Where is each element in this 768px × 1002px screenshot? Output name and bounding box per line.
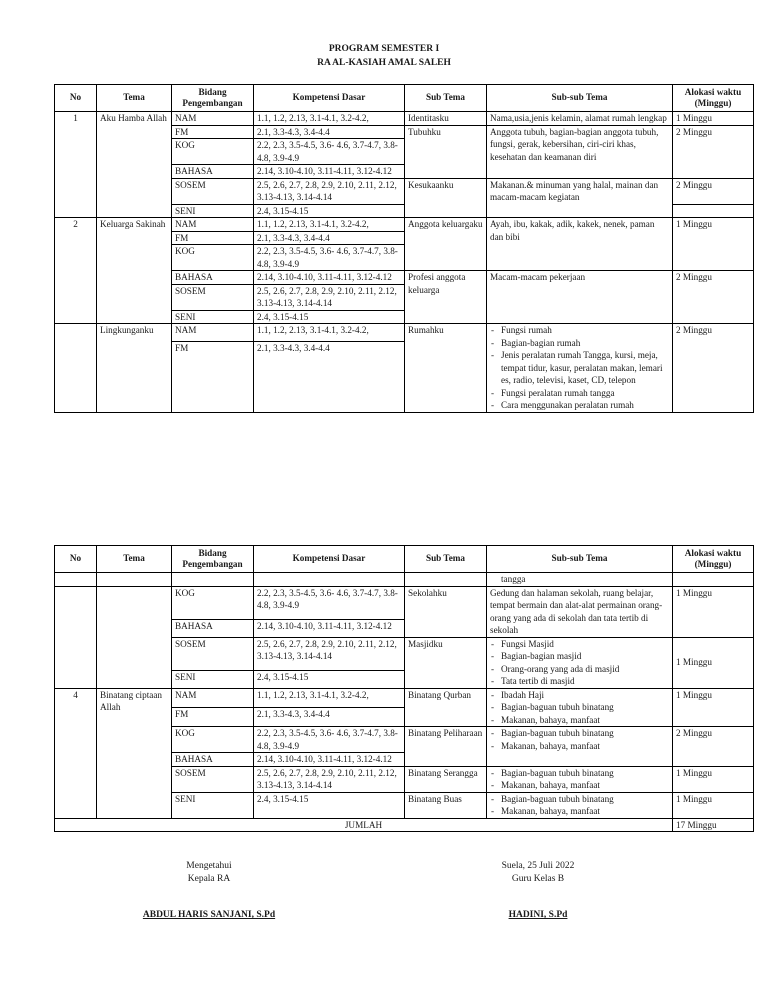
- subsub-cell: Nama,usia,jenis kelamin, alamat rumah lengkap: [487, 112, 673, 126]
- list-item: - Bagian-baguan tubuh binatang: [490, 793, 669, 806]
- bidang-cell: FM: [172, 341, 254, 412]
- kd-cell: 2.1, 3.3-4.3, 3.4-4.4: [254, 231, 405, 245]
- list-item: - Bagian-bagian rumah: [490, 337, 669, 350]
- alokasi-cell: 1 Minggu: [673, 218, 754, 271]
- subtema-cell: Masjidku: [405, 637, 487, 688]
- tema-cell: Keluarga Sakinah: [97, 218, 172, 324]
- program-table-1: [54, 84, 754, 413]
- alokasi-cell: 1 Minggu: [673, 792, 754, 818]
- subsub-list: [490, 727, 669, 752]
- subtema-cell: Binatang Peliharaan: [405, 727, 487, 767]
- header-tema: Tema: [97, 85, 172, 112]
- kd-cell: 2.5, 2.6, 2.7, 2.8, 2.9, 2.10, 2.11, 2.12, 3.13-4.13, 3.14-4.14: [254, 766, 405, 792]
- subsub-cell: Ayah, ibu, kakak, adik, kakek, nenek, paman dan bibi: [487, 218, 673, 271]
- bidang-cell: [172, 573, 254, 587]
- subsub-cell: Macam-macam pekerjaan: [487, 271, 673, 324]
- kd-cell: 1.1, 1.2, 2.13, 3.1-4.1, 3.2-4.2,: [254, 688, 405, 707]
- bidang-cell: SOSEM: [172, 178, 254, 204]
- bidang-cell: FM: [172, 231, 254, 245]
- sign-right-line2: Guru Kelas B: [511, 874, 565, 884]
- header-bidang: Bidang Pengembangan: [172, 546, 254, 573]
- subsub-cell: tangga: [487, 573, 673, 587]
- row-number: 4: [55, 688, 97, 818]
- kd-cell: 1.1, 1.2, 2.13, 3.1-4.1, 3.2-4.2,: [254, 218, 405, 232]
- list-item: - Makanan, bahaya, manfaat: [490, 779, 669, 792]
- kd-cell: 2.4, 3.15-4.15: [254, 204, 405, 218]
- table-row: [55, 573, 754, 587]
- bidang-cell: KOG: [172, 727, 254, 753]
- sign-right-name: HADINI, S.Pd: [508, 910, 568, 920]
- list-item: - Bagian-bagian masjid: [490, 650, 669, 663]
- subsub-cell: [487, 792, 673, 818]
- list-item: - Fungsi Masjid: [490, 638, 669, 651]
- kd-cell: 2.5, 2.6, 2.7, 2.8, 2.9, 2.10, 2.11, 2.12, 3.13-4.13, 3.14-4.14: [254, 178, 405, 204]
- kd-cell: 2.2, 2.3, 3.5-4.5, 3.6- 4.6, 3.7-4.7, 3.8-4.8, 3.9-4.9: [254, 586, 405, 620]
- alokasi-cell: 2 Minggu: [673, 727, 754, 767]
- tema-cell: Lingkunganku: [97, 324, 172, 413]
- header-subtema: Sub Tema: [405, 546, 487, 573]
- list-item: - Jenis peralatan rumah Tangga, kursi, meja, tempat tidur, kasur, peralatan makan, lemari es, radio, televisi, kaset, CD, telepon: [490, 349, 669, 387]
- subsub-cell: [487, 324, 673, 413]
- bidang-cell: BAHASA: [172, 165, 254, 179]
- bidang-cell: KOG: [172, 245, 254, 271]
- bidang-cell: BAHASA: [172, 753, 254, 767]
- alokasi-cell: 2 Minggu: [673, 178, 754, 204]
- program-table-2: [54, 545, 754, 832]
- bidang-cell: NAM: [172, 112, 254, 126]
- row-number: [55, 324, 97, 413]
- list-item: - Makanan, bahaya, manfaat: [490, 714, 669, 727]
- bidang-cell: SENI: [172, 792, 254, 818]
- bidang-cell: KOG: [172, 586, 254, 620]
- kd-cell: 1.1, 1.2, 2.13, 3.1-4.1, 3.2-4.2,: [254, 112, 405, 126]
- kd-cell: 2.1, 3.3-4.3, 3.4-4.4: [254, 707, 405, 726]
- alokasi-cell: 2 Minggu: [673, 125, 754, 178]
- kd-cell: 2.1, 3.3-4.3, 3.4-4.4: [254, 341, 405, 412]
- list-item: - Makanan, bahaya, manfaat: [490, 805, 669, 818]
- bidang-cell: SENI: [172, 671, 254, 688]
- kd-cell: 2.2, 2.3, 3.5-4.5, 3.6- 4.6, 3.7-4.7, 3.8-4.8, 3.9-4.9: [254, 139, 405, 165]
- subsub-list: [490, 324, 669, 412]
- sign-left-name: ABDUL HARIS SANJANI, S.Pd: [142, 910, 276, 920]
- subsub-list: [490, 638, 669, 688]
- subtema-cell: Kesukaanku: [405, 178, 487, 218]
- subsub-cell: [487, 637, 673, 688]
- subtema-cell: Identitasku: [405, 112, 487, 126]
- subtema-cell: Binatang Qurban: [405, 688, 487, 727]
- header-subtema: Sub Tema: [405, 85, 487, 112]
- list-item: - Fungsi rumah: [490, 324, 669, 337]
- bidang-cell: SOSEM: [172, 637, 254, 671]
- row-number: 2: [55, 218, 97, 324]
- header-kd: Kompetensi Dasar: [254, 546, 405, 573]
- header-alokasi: Alokasi waktu (Minggu): [673, 546, 754, 573]
- alokasi-cell: 1 Minggu: [673, 112, 754, 126]
- bidang-cell: SOSEM: [172, 284, 254, 310]
- subsub-list: [490, 689, 669, 727]
- table-row: [55, 112, 754, 126]
- header-bidang: Bidang Pengembangan: [172, 85, 254, 112]
- list-item: - Bagian-baguan tubuh binatang: [490, 767, 669, 780]
- row-number: 1: [55, 112, 97, 218]
- alokasi-cell: [673, 204, 754, 218]
- list-item: - Tata tertib di masjid: [490, 675, 669, 688]
- alokasi-cell: 1 Minggu: [673, 586, 754, 637]
- kd-cell: [254, 573, 405, 587]
- list-item: - Ibadah Haji: [490, 689, 669, 702]
- tema-cell: Aku Hamba Allah: [97, 112, 172, 218]
- header-kd: Kompetensi Dasar: [254, 85, 405, 112]
- list-item: - Makanan, bahaya, manfaat: [490, 740, 669, 753]
- subtema-cell: Binatang Serangga: [405, 766, 487, 792]
- subtema-cell: Tubuhku: [405, 125, 487, 178]
- bidang-cell: BAHASA: [172, 620, 254, 637]
- subsub-cell: [487, 688, 673, 727]
- tema-cell: [97, 573, 172, 587]
- alokasi-cell: 2 Minggu: [673, 324, 754, 413]
- kd-cell: 2.4, 3.15-4.15: [254, 671, 405, 688]
- list-item: - Bagian-baguan tubuh binatang: [490, 701, 669, 714]
- header-tema: Tema: [97, 546, 172, 573]
- kd-cell: 2.5, 2.6, 2.7, 2.8, 2.9, 2.10, 2.11, 2.12, 3.13-4.13, 3.14-4.14: [254, 284, 405, 310]
- sign-right-block: [428, 860, 648, 886]
- doc-subtitle: RA AL-KASIAH AMAL SALEH: [317, 58, 451, 68]
- subtema-cell: Profesi anggota keluarga: [405, 271, 487, 324]
- sign-left-block: [99, 860, 319, 886]
- subsub-cell: Anggota tubuh, bagian-bagian anggota tubuh, fungsi, gerak, kebersihan, ciri-ciri khas, kesehatan dan keamanan diri: [487, 125, 673, 178]
- header-subsub: Sub-sub Tema: [487, 546, 673, 573]
- sign-left-line2: Kepala RA: [187, 874, 231, 884]
- subtema-cell: Rumahku: [405, 324, 487, 413]
- kd-cell: 2.4, 3.15-4.15: [254, 792, 405, 818]
- sign-right-line1: Suela, 25 Juli 2022: [501, 861, 575, 871]
- list-item: - Orang-orang yang ada di masjid: [490, 663, 669, 676]
- bidang-cell: SENI: [172, 310, 254, 324]
- bidang-cell: NAM: [172, 218, 254, 232]
- bidang-cell: FM: [172, 125, 254, 139]
- kd-cell: 2.14, 3.10-4.10, 3.11-4.11, 3.12-4.12: [254, 620, 405, 637]
- subsub-cell: Makanan.& minuman yang halal, mainan dan macam-macam kegiatan: [487, 178, 673, 218]
- jumlah-total: 17 Minggu: [673, 818, 754, 832]
- subtema-cell: Sekolahku: [405, 586, 487, 637]
- alokasi-cell: 2 Minggu: [673, 271, 754, 324]
- alokasi-cell: [673, 573, 754, 587]
- sign-left-line1: Mengetahui: [186, 861, 232, 871]
- doc-title: PROGRAM SEMESTER I: [328, 44, 440, 54]
- header-no: No: [55, 85, 97, 112]
- alokasi-cell: 1 Minggu: [673, 637, 754, 688]
- table-header-row: [55, 546, 754, 573]
- list-item: - Bagian-baguan tubuh binatang: [490, 727, 669, 740]
- table-row: [55, 586, 754, 620]
- list-item: - Cara menggunakan peralatan rumah: [490, 399, 669, 412]
- kd-cell: 2.14, 3.10-4.10, 3.11-4.11, 3.12-4.12: [254, 271, 405, 285]
- kd-cell: 1.1, 1.2, 2.13, 3.1-4.1, 3.2-4.2,: [254, 324, 405, 342]
- subsub-list: [490, 793, 669, 818]
- table-row: [55, 324, 754, 342]
- subtema-cell: Anggota keluargaku: [405, 218, 487, 271]
- table-header-row: [55, 85, 754, 112]
- kd-cell: 2.1, 3.3-4.3, 3.4-4.4: [254, 125, 405, 139]
- bidang-cell: NAM: [172, 324, 254, 342]
- bidang-cell: SOSEM: [172, 766, 254, 792]
- bidang-cell: NAM: [172, 688, 254, 707]
- alokasi-cell: 1 Minggu: [673, 688, 754, 727]
- alokasi-cell: 1 Minggu: [673, 766, 754, 792]
- list-item: - Fungsi peralatan rumah tangga: [490, 387, 669, 400]
- kd-cell: 2.4, 3.15-4.15: [254, 310, 405, 324]
- header-no: No: [55, 546, 97, 573]
- jumlah-label: JUMLAH: [55, 818, 673, 832]
- tema-cell: [97, 586, 172, 688]
- subsub-cell: [487, 766, 673, 792]
- header-alokasi: Alokasi waktu (Minggu): [673, 85, 754, 112]
- kd-cell: 2.14, 3.10-4.10, 3.11-4.11, 3.12-4.12: [254, 753, 405, 767]
- subsub-cell: Gedung dan halaman sekolah, ruang belajar, tempat bermain dan alat-alat permainan orang-orang yang ada di sekolah dan tata tertib di sekolah: [487, 586, 673, 637]
- bidang-cell: BAHASA: [172, 271, 254, 285]
- total-row: [55, 818, 754, 832]
- subtema-cell: Binatang Buas: [405, 792, 487, 818]
- bidang-cell: KOG: [172, 139, 254, 165]
- tema-cell: Binatang ciptaan Allah: [97, 688, 172, 818]
- header-subsub: Sub-sub Tema: [487, 85, 673, 112]
- row-number: [55, 586, 97, 688]
- bidang-cell: SENI: [172, 204, 254, 218]
- table-row: [55, 688, 754, 707]
- subsub-list: [490, 767, 669, 792]
- subsub-cell: [487, 727, 673, 767]
- kd-cell: 2.2, 2.3, 3.5-4.5, 3.6- 4.6, 3.7-4.7, 3.8-4.8, 3.9-4.9: [254, 727, 405, 753]
- kd-cell: 2.14, 3.10-4.10, 3.11-4.11, 3.12-4.12: [254, 165, 405, 179]
- kd-cell: 2.2, 2.3, 3.5-4.5, 3.6- 4.6, 3.7-4.7, 3.8-4.8, 3.9-4.9: [254, 245, 405, 271]
- bidang-cell: FM: [172, 707, 254, 726]
- kd-cell: 2.5, 2.6, 2.7, 2.8, 2.9, 2.10, 2.11, 2.12, 3.13-4.13, 3.14-4.14: [254, 637, 405, 671]
- table-row: [55, 218, 754, 232]
- subtema-cell: [405, 573, 487, 587]
- row-number: [55, 573, 97, 587]
